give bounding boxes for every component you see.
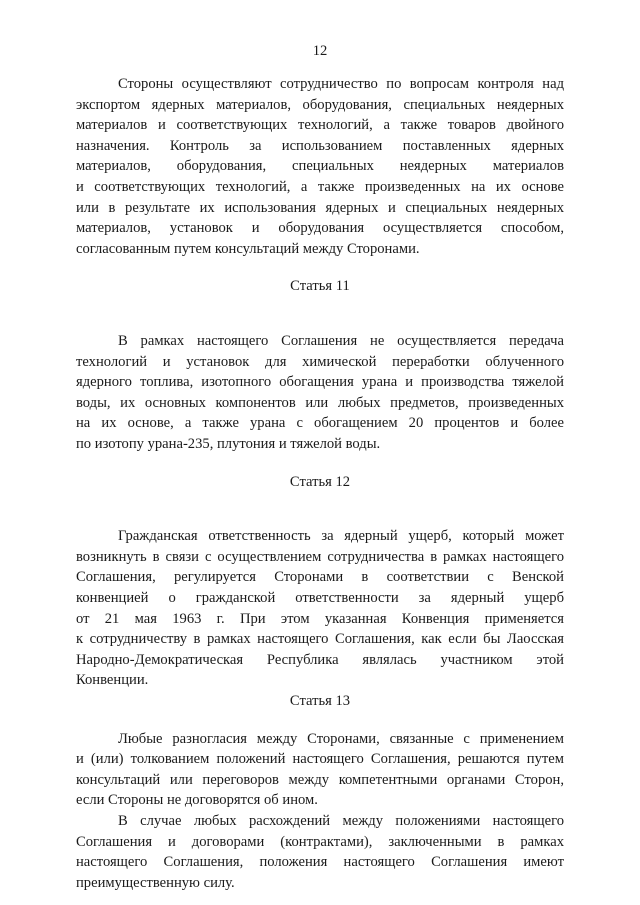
paragraph-line: если Стороны не договорятся об ином. [76,792,318,809]
paragraph-line: ядерного топлива, изотопного обогащения урана и производства тяжелой [76,374,564,391]
page-number: 12 [312,43,328,59]
paragraph-line: назначения. Контроль за использованием поставленных ядерных [76,137,564,154]
paragraph-line: В рамках настоящего Соглашения не осуществляется передача [118,333,564,349]
paragraph-line: преимущественную силу. [76,874,235,891]
paragraph-line: настоящего Соглашения, положения настоящего Соглашения имеют [76,854,564,871]
paragraph-line: материалов, установок и оборудования осуществляется способом, [76,220,564,237]
paragraph-line: и соответствующих технологий, а также произведенных на их основе [76,179,564,195]
paragraph-line: материалов, оборудования, специальных неядерных материалов [76,158,564,175]
paragraph-line: Конвенции. [76,672,149,689]
paragraph-line: Гражданская ответственность за ядерный ущерб, который может [118,528,564,545]
paragraph-line: консультаций или переговоров между компетентными органами Сторон, [76,771,564,788]
paragraph-line: Соглашения, регулируется Сторонами в соответствии с Венской [76,569,564,586]
paragraph-line: материалов и соответствующих технологий, а также товаров двойного [76,117,564,134]
paragraph-line: на их основе, а также урана с обогащением 20 процентов и более [76,415,564,432]
paragraph-line: технологий и установок для химической переработки облученного [76,353,564,370]
paragraph-line: или в результате их использования ядерных и специальных неядерных [76,199,564,216]
paragraph-line: по изотопу урана-235, плутония и тяжелой воды. [76,436,381,452]
paragraph-line: Народно-Демократическая Республика являлась участником этой [76,651,564,668]
paragraph-line: экспортом ядерных материалов, оборудования, специальных неядерных [76,96,564,113]
paragraph-line: возникнуть в связи с осуществлением сотрудничества в рамках настоящего [76,548,564,565]
paragraph-line: и (или) толкованием положений настоящего Соглашения, решаются путем [76,751,564,768]
article-heading: Статья 13 [289,693,351,709]
article-heading: Статья 12 [289,473,351,490]
paragraph-line: от 21 мая 1963 г. При этом указанная Конвенция применяется [76,610,564,627]
paragraph-line: согласованным путем консультаций между Сторонами. [76,240,420,257]
paragraph-line: конвенцией о гражданской ответственности за ядерный ущерб [76,590,564,606]
paragraph-line: В случае любых расхождений между положениями настоящего [118,813,564,829]
paragraph-line: Любые разногласия между Сторонами, связанные с применением [118,730,564,747]
paragraph-line: к сотрудничеству в рамках настоящего Соглашения, как если бы Лаосская [76,631,564,648]
paragraph-line: Соглашения и договорами (контрактами), заключенными в рамках [76,833,564,850]
paragraph-line: Стороны осуществляют сотрудничество по вопросам контроля над [118,76,564,92]
paragraph-line: воды, их основных компонентов или любых предметов, произведенных [76,394,564,411]
article-heading: Статья 11 [290,278,350,295]
